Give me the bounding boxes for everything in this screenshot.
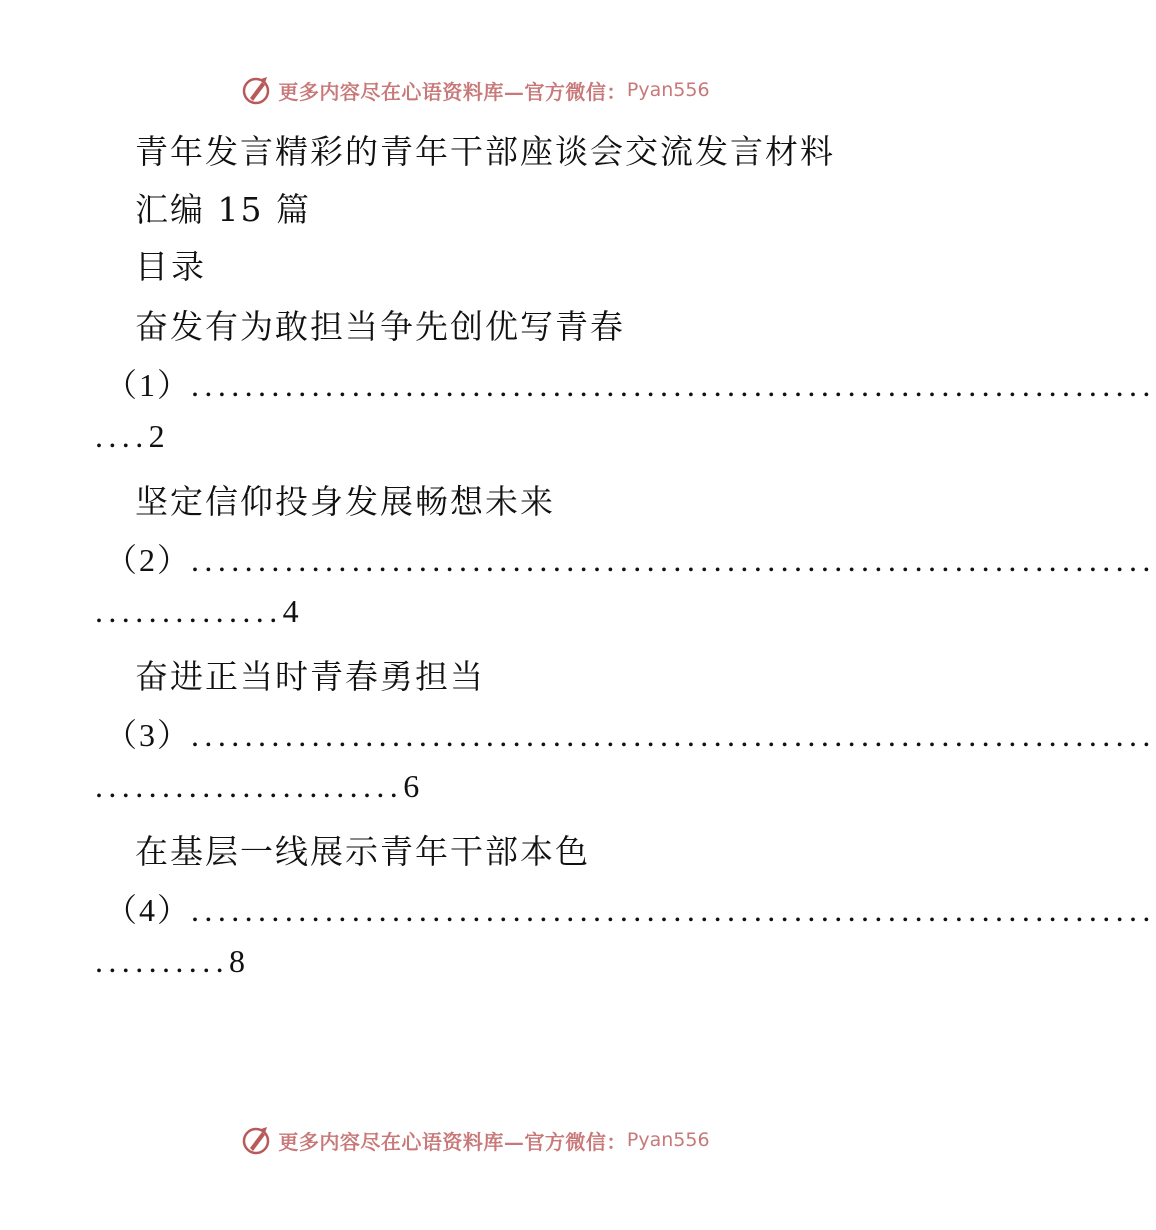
toc-entry-page: 6 <box>403 768 420 804</box>
toc-entry-number: （4） <box>105 892 192 928</box>
toc-entry-number: （1） <box>105 367 192 403</box>
document-title-line-1: 青年发言精彩的青年干部座谈会交流发言材料 <box>135 132 835 171</box>
toc-entry-page-line <box>95 418 795 455</box>
banner-text: 更多内容尽在心语资料库—官方微信： <box>278 1129 627 1154</box>
toc-entry-number: （2） <box>105 542 192 578</box>
toc-leader-dots: ........................................................................ <box>191 367 1156 403</box>
toc-entry-dots-line <box>105 885 1156 931</box>
toc-leader-dots: .......... <box>95 943 229 979</box>
toc-leader-dots: .............. <box>95 593 283 629</box>
banner-text: 更多内容尽在心语资料库—官方微信： <box>278 79 627 104</box>
quill-logo-icon <box>240 74 272 106</box>
toc-entry-page: 2 <box>148 418 165 454</box>
toc-heading: 目录 <box>135 247 207 286</box>
header-banner <box>0 70 950 110</box>
toc-leader-dots: .... <box>95 418 149 454</box>
toc-leader-dots: ........................................................................ <box>191 717 1156 753</box>
toc-entry-title[interactable]: 在基层一线展示青年干部本色 <box>135 832 590 871</box>
toc-leader-dots: ........................................................................ <box>191 892 1156 928</box>
toc-entry-number: （3） <box>105 717 192 753</box>
toc-leader-dots: ........................................................................ <box>191 542 1156 578</box>
toc-leader-dots: ....................... <box>95 768 404 804</box>
toc-entry-page: 4 <box>282 593 299 629</box>
banner-wechat-id: Pyan556 <box>626 1129 710 1151</box>
toc-entry-page-line <box>95 593 795 630</box>
toc-entry-title[interactable]: 坚定信仰投身发展畅想未来 <box>135 482 555 521</box>
banner-wechat-id: Pyan556 <box>626 79 710 101</box>
quill-logo-icon <box>240 1124 272 1156</box>
toc-entry-page-line <box>95 943 795 980</box>
toc-entry-page: 8 <box>229 943 245 979</box>
toc-entry-title[interactable]: 奋发有为敢担当争先创优写青春 <box>135 307 625 346</box>
toc-entry-title[interactable]: 奋进正当时青春勇担当 <box>135 657 485 696</box>
toc-entry-dots-line <box>105 360 1156 406</box>
toc-entry-dots-line <box>105 535 1156 581</box>
footer-banner <box>0 1120 950 1160</box>
document-title-line-2: 汇编 15 篇 <box>135 190 311 229</box>
toc-entry-page-line <box>95 768 795 805</box>
toc-entry-dots-line <box>105 710 1156 756</box>
